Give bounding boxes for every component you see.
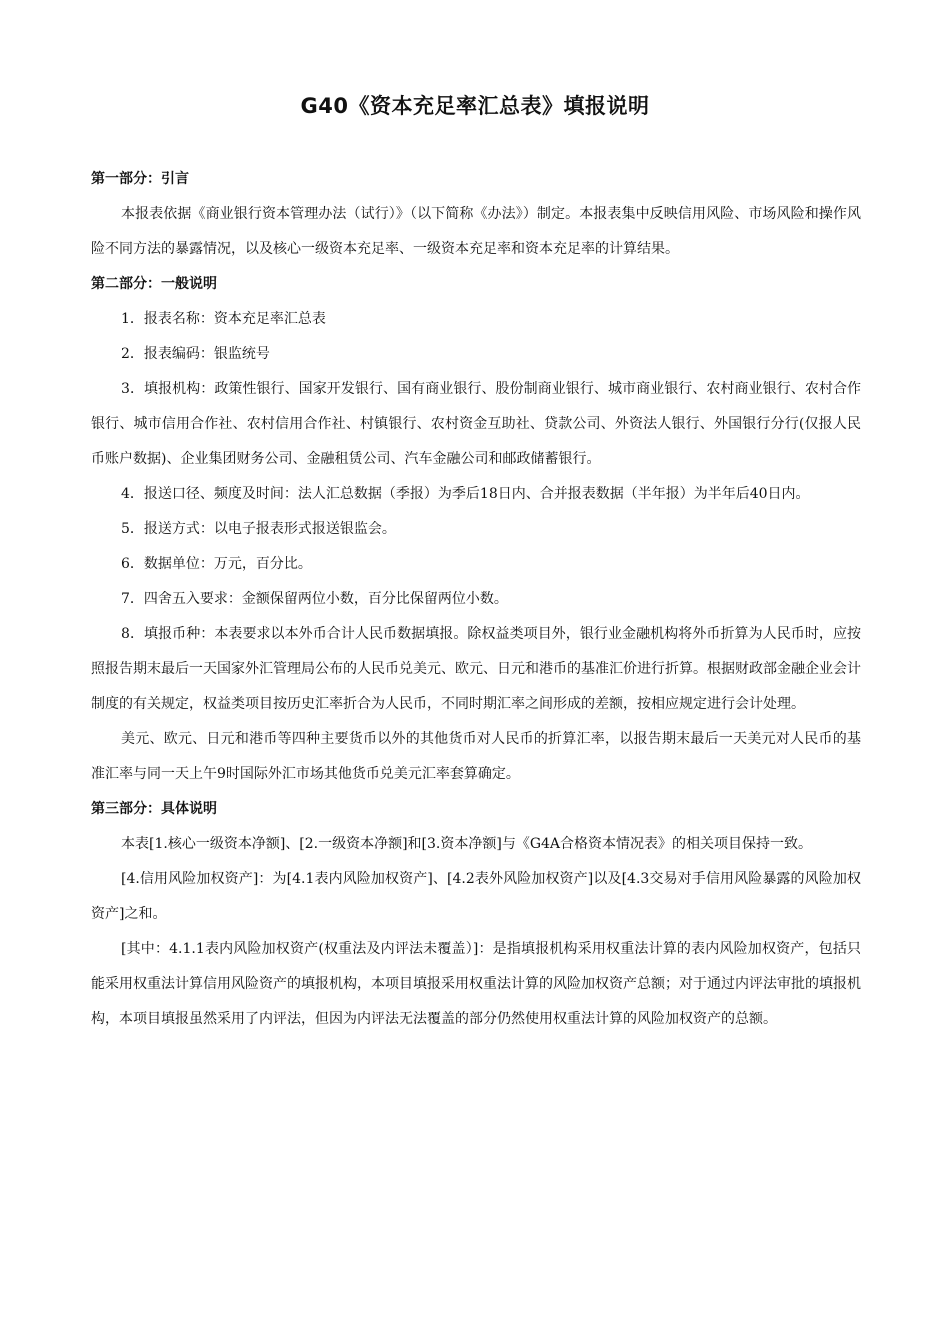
document-body (91, 162, 861, 1037)
paragraph: 本表[1.核心一级资本净额]、[2.一级资本净额]和[3.资本净额]与《G4A合格资本情况表》的相关项目保持一致。 (121, 836, 813, 852)
paragraph: 1．报表名称：资本充足率汇总表 (121, 311, 326, 327)
paragraph: 6．数据单位：万元，百分比。 (121, 556, 312, 572)
paragraph: 2．报表编码：银监统号 (121, 346, 270, 362)
paragraph: [4.信用风险加权资产]：为[4.1表内风险加权资产]、[4.2表外风险加权资产]以及[4.3交易对手信用风险暴露的风险加权资产]之和。 (91, 871, 861, 922)
paragraph: 5．报送方式：以电子报表形式报送银监会。 (121, 521, 396, 537)
paragraph: 本报表依据《商业银行资本管理办法（试行）》（以下简称《办法》）制定。本报表集中反映信用风险、市场风险和操作风险不同方法的暴露情况，以及核心一级资本充足率、一级资本充足率和资本充足率的计算结果。 (91, 206, 861, 257)
paragraph: 7．四舍五入要求：金额保留两位小数，百分比保留两位小数。 (121, 591, 508, 607)
paragraph: 4．报送口径、频度及时间：法人汇总数据（季报）为季后18日内、合并报表数据（半年报）为半年后40日内。 (121, 486, 810, 502)
paragraph: [其中：4.1.1表内风险加权资产(权重法及内评法未覆盖）]：是指填报机构采用权重法计算的表内风险加权资产，包括只能采用权重法计算信用风险资产的填报机构，本项目填报采用权重法计算的风险加权资产总额；对于通过内评法审批的填报机构，本项目填报虽然采用了内评法，但因为内评法无法覆盖的部分仍然使用权重法计算的风险加权资产的总额。 (91, 941, 861, 1027)
section-heading-part3: 第三部分：具体说明 (91, 801, 217, 817)
section-heading-part2: 第二部分：一般说明 (91, 276, 217, 292)
paragraph: 8．填报币种：本表要求以本外币合计人民币数据填报。除权益类项目外，银行业金融机构将外币折算为人民币时，应按照报告期末最后一天国家外汇管理局公布的人民币兑美元、欧元、日元和港币的基准汇价进行折算。根据财政部金融企业会计制度的有关规定，权益类项目按历史汇率折合为人民币，不同时期汇率之间形成的差额，按相应规定进行会计处理。 (91, 626, 861, 712)
paragraph: 美元、欧元、日元和港币等四种主要货币以外的其他货币对人民币的折算汇率，以报告期末最后一天美元对人民币的基准汇率与同一天上午9时国际外汇市场其他货币兑美元汇率套算确定。 (91, 731, 861, 782)
paragraph: 3．填报机构：政策性银行、国家开发银行、国有商业银行、股份制商业银行、城市商业银行、农村商业银行、农村合作银行、城市信用合作社、农村信用合作社、村镇银行、农村资金互助社、贷款公司、外资法人银行、外国银行分行(仅报人民币账户数据)、企业集团财务公司、金融租赁公司、汽车金融公司和邮政储蓄银行。 (91, 381, 861, 467)
section-heading-part1: 第一部分：引言 (91, 171, 189, 187)
document-title: G40《资本充足率汇总表》填报说明 (300, 94, 650, 118)
